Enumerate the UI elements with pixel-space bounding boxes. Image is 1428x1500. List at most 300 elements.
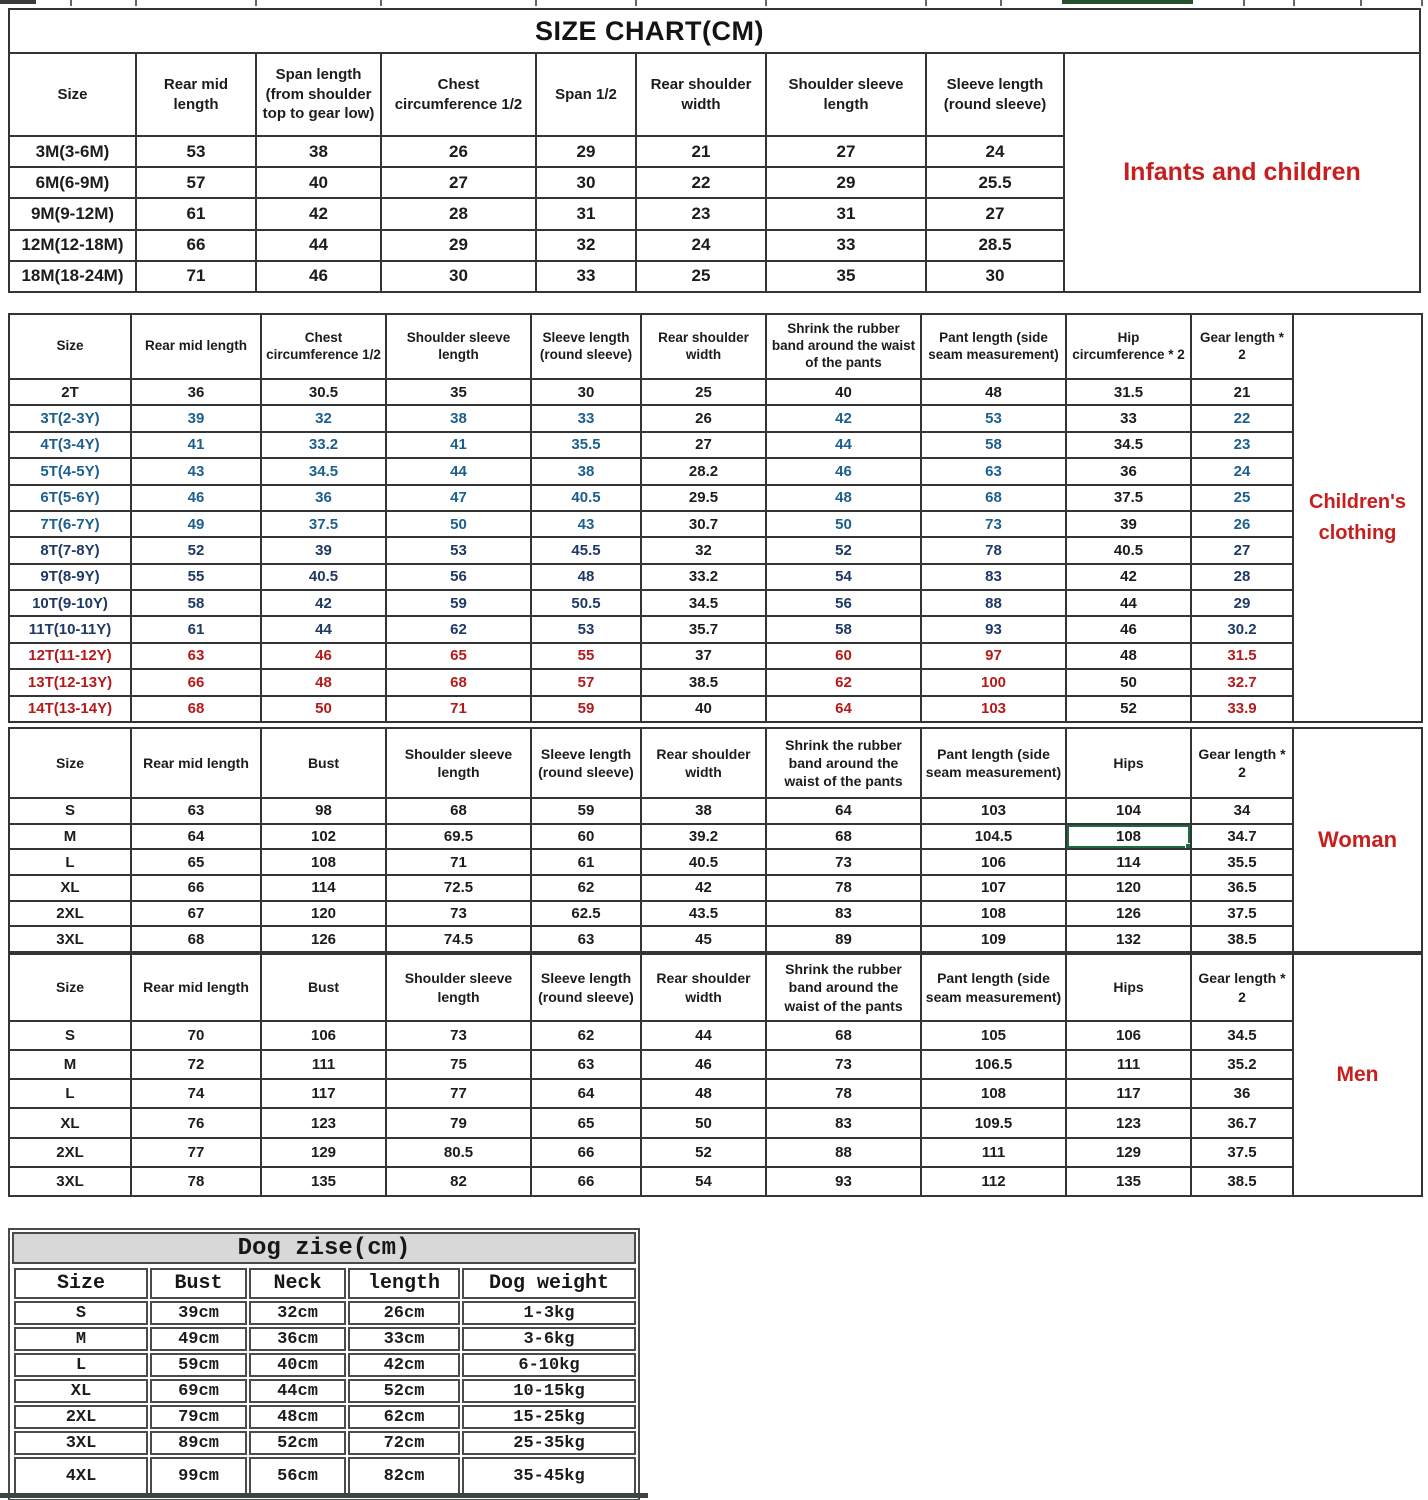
- value-cell: 33.2: [641, 564, 766, 590]
- value-cell: 22: [636, 167, 766, 198]
- value-cell: 40: [641, 696, 766, 723]
- table-row: [9, 1050, 1293, 1079]
- value-cell: 88: [766, 1138, 921, 1167]
- value-cell: 117: [1066, 1079, 1191, 1108]
- value-cell: 89: [766, 926, 921, 952]
- value-cell: 64: [131, 824, 261, 850]
- table-row: [14, 1405, 636, 1429]
- value-cell: 26: [1191, 511, 1293, 537]
- column-header: Shoulder sleeve length: [386, 954, 531, 1021]
- value-cell: 23: [1191, 432, 1293, 458]
- value-cell: 123: [1066, 1108, 1191, 1137]
- table-row: [9, 230, 1064, 261]
- value-cell: 64: [766, 696, 921, 723]
- value-cell: 48: [1066, 643, 1191, 669]
- size-cell: 9T(8-9Y): [9, 564, 131, 590]
- table-row: [14, 1353, 636, 1377]
- value-cell: 36: [261, 485, 386, 511]
- value-cell: 57: [531, 669, 641, 695]
- header-row: [9, 728, 1293, 798]
- size-cell: 3M(3-6M): [9, 136, 136, 167]
- value-cell: 40: [256, 167, 381, 198]
- value-cell: 72cm: [348, 1431, 460, 1455]
- value-cell: 32: [261, 405, 386, 431]
- value-cell: 82cm: [348, 1457, 460, 1495]
- value-cell: 71: [386, 849, 531, 875]
- value-cell: 48: [531, 564, 641, 590]
- table-row: [9, 458, 1293, 484]
- table-row: [9, 590, 1293, 616]
- size-cell: 6T(5-6Y): [9, 485, 131, 511]
- value-cell: 63: [131, 798, 261, 824]
- table-row: [9, 824, 1293, 850]
- column-header: Shrink the rubber band around the waist of the pants: [766, 728, 921, 798]
- value-cell: 64: [766, 798, 921, 824]
- value-cell: 40.5: [1066, 537, 1191, 563]
- value-cell: 65: [386, 643, 531, 669]
- value-cell: 47: [386, 485, 531, 511]
- column-header: Pant length (side seam measurement): [921, 954, 1066, 1021]
- value-cell: 44cm: [249, 1379, 346, 1403]
- column-header: length: [348, 1268, 460, 1299]
- column-header: Rear shoulder width: [641, 728, 766, 798]
- size-cell: S: [9, 798, 131, 824]
- table-row: [9, 136, 1064, 167]
- value-cell: 61: [131, 616, 261, 642]
- value-cell: 135: [261, 1167, 386, 1196]
- value-cell: 59: [386, 590, 531, 616]
- header-row: [14, 1268, 636, 1299]
- value-cell: 34: [1191, 798, 1293, 824]
- value-cell: 109.5: [921, 1108, 1066, 1137]
- value-cell: 66: [131, 669, 261, 695]
- value-cell: 40.5: [531, 485, 641, 511]
- column-header: Hip circumference * 2: [1066, 314, 1191, 379]
- dog-table-title: Dog zise(cm): [12, 1232, 636, 1264]
- column-header: Sleeve length (round sleeve): [926, 53, 1064, 136]
- value-cell: 73: [766, 1050, 921, 1079]
- value-cell: 38: [256, 136, 381, 167]
- value-cell: 105: [921, 1021, 1066, 1050]
- value-cell: 31: [766, 198, 926, 229]
- value-cell: 31.5: [1066, 379, 1191, 405]
- value-cell: 76: [131, 1108, 261, 1137]
- selection-column-mark: [1062, 0, 1193, 4]
- value-cell: 33: [1066, 405, 1191, 431]
- value-cell: 73: [766, 849, 921, 875]
- men-table-block: [8, 953, 1423, 1197]
- value-cell: 120: [1066, 875, 1191, 901]
- header-row: [9, 53, 1064, 136]
- value-cell: 26: [381, 136, 536, 167]
- value-cell: 55: [531, 643, 641, 669]
- value-cell: 42cm: [348, 1353, 460, 1377]
- table-row: [9, 901, 1293, 927]
- size-cell: M: [9, 1050, 131, 1079]
- value-cell: 114: [1066, 849, 1191, 875]
- value-cell: 26cm: [348, 1301, 460, 1325]
- size-cell: L: [9, 1079, 131, 1108]
- column-tick-mark: [1000, 0, 1002, 6]
- value-cell: 25: [1191, 485, 1293, 511]
- value-cell: 55: [131, 564, 261, 590]
- column-header: Shoulder sleeve length: [386, 314, 531, 379]
- value-cell: 39.2: [641, 824, 766, 850]
- table-row: [9, 875, 1293, 901]
- value-cell: 15-25kg: [462, 1405, 636, 1429]
- value-cell: 108: [921, 901, 1066, 927]
- value-cell: 48: [261, 669, 386, 695]
- sheet-edge-mark: [0, 0, 36, 4]
- value-cell: 25-35kg: [462, 1431, 636, 1455]
- value-cell: 103: [921, 696, 1066, 723]
- value-cell: 49: [131, 511, 261, 537]
- value-cell: 73: [921, 511, 1066, 537]
- value-cell: 75: [386, 1050, 531, 1079]
- table-row: [9, 564, 1293, 590]
- size-cell: 3XL: [14, 1431, 148, 1455]
- value-cell: 45.5: [531, 537, 641, 563]
- value-cell: 35.5: [531, 432, 641, 458]
- value-cell: 36cm: [249, 1327, 346, 1351]
- value-cell: 33: [531, 405, 641, 431]
- value-cell: 117: [261, 1079, 386, 1108]
- column-tick-mark: [1293, 0, 1295, 6]
- value-cell: 58: [921, 432, 1066, 458]
- column-header: Bust: [150, 1268, 247, 1299]
- value-cell: 62.5: [531, 901, 641, 927]
- value-cell: 39: [1066, 511, 1191, 537]
- value-cell: 52cm: [348, 1379, 460, 1403]
- value-cell: 78: [921, 537, 1066, 563]
- column-header: Neck: [249, 1268, 346, 1299]
- size-cell: XL: [9, 875, 131, 901]
- value-cell: 72.5: [386, 875, 531, 901]
- table-row: [9, 167, 1064, 198]
- value-cell: 32cm: [249, 1301, 346, 1325]
- value-cell: 77: [386, 1079, 531, 1108]
- value-cell: 44: [261, 616, 386, 642]
- table-row: [9, 511, 1293, 537]
- size-cell: L: [14, 1353, 148, 1377]
- size-cell: XL: [14, 1379, 148, 1403]
- table-row: [9, 432, 1293, 458]
- column-header: Sleeve length (round sleeve): [531, 954, 641, 1021]
- value-cell: 40.5: [261, 564, 386, 590]
- size-cell: 2XL: [14, 1405, 148, 1429]
- value-cell: 25: [641, 379, 766, 405]
- value-cell: 61: [531, 849, 641, 875]
- value-cell: 63: [531, 1050, 641, 1079]
- table-row: [9, 1138, 1293, 1167]
- value-cell: 37.5: [1191, 1138, 1293, 1167]
- column-header: Bust: [261, 728, 386, 798]
- value-cell: 109: [921, 926, 1066, 952]
- value-cell: 52: [131, 537, 261, 563]
- value-cell: 35.7: [641, 616, 766, 642]
- value-cell: 42: [766, 405, 921, 431]
- value-cell: 123: [261, 1108, 386, 1137]
- value-cell: 89cm: [150, 1431, 247, 1455]
- value-cell: 62: [766, 669, 921, 695]
- value-cell: 68: [766, 1021, 921, 1050]
- men-size-table: [8, 953, 1294, 1197]
- value-cell: 33.9: [1191, 696, 1293, 723]
- value-cell: 98: [261, 798, 386, 824]
- value-cell: 102: [261, 824, 386, 850]
- value-cell: 10-15kg: [462, 1379, 636, 1403]
- column-tick-mark: [380, 0, 382, 6]
- value-cell: 111: [1066, 1050, 1191, 1079]
- value-cell: 68: [386, 669, 531, 695]
- value-cell: 44: [386, 458, 531, 484]
- value-cell: 27: [926, 198, 1064, 229]
- value-cell: 50: [1066, 669, 1191, 695]
- header-row: [9, 314, 1293, 379]
- table-row: [14, 1379, 636, 1403]
- value-cell: 106.5: [921, 1050, 1066, 1079]
- value-cell: 97: [921, 643, 1066, 669]
- value-cell: 72: [131, 1050, 261, 1079]
- value-cell: 68: [131, 696, 261, 723]
- value-cell: 104: [1066, 798, 1191, 824]
- value-cell: 67: [131, 901, 261, 927]
- column-tick-mark: [765, 0, 767, 6]
- value-cell: 34.7: [1191, 824, 1293, 850]
- children-table-block: [8, 313, 1423, 723]
- value-cell: 36: [1191, 1079, 1293, 1108]
- value-cell: 34.5: [1191, 1021, 1293, 1050]
- value-cell: 120: [261, 901, 386, 927]
- value-cell: 40.5: [641, 849, 766, 875]
- value-cell: 41: [386, 432, 531, 458]
- size-cell: 13T(12-13Y): [9, 669, 131, 695]
- value-cell: 129: [261, 1138, 386, 1167]
- children-size-table: [8, 313, 1294, 723]
- value-cell: 30.7: [641, 511, 766, 537]
- column-header: Shrink the rubber band around the waist of the pants: [766, 954, 921, 1021]
- value-cell: 62: [531, 875, 641, 901]
- size-cell: 12M(12-18M): [9, 230, 136, 261]
- size-cell: 18M(18-24M): [9, 261, 136, 292]
- column-header: Shrink the rubber band around the waist of the pants: [766, 314, 921, 379]
- column-header: Size: [9, 53, 136, 136]
- size-cell: 5T(4-5Y): [9, 458, 131, 484]
- value-cell: 50: [261, 696, 386, 723]
- value-cell: 46: [641, 1050, 766, 1079]
- value-cell: 50.5: [531, 590, 641, 616]
- value-cell: 93: [921, 616, 1066, 642]
- woman-size-table: [8, 727, 1294, 953]
- value-cell: 46: [131, 485, 261, 511]
- value-cell: 28: [381, 198, 536, 229]
- column-header: Hips: [1066, 728, 1191, 798]
- value-cell: 38: [386, 405, 531, 431]
- value-cell: 29: [381, 230, 536, 261]
- value-cell: 59: [531, 696, 641, 723]
- value-cell: 29.5: [641, 485, 766, 511]
- woman-table-block: [8, 727, 1423, 953]
- column-tick-mark: [1421, 0, 1423, 6]
- value-cell: 65: [531, 1108, 641, 1137]
- column-tick-mark: [1360, 0, 1362, 6]
- value-cell: 27: [766, 136, 926, 167]
- value-cell: 41: [131, 432, 261, 458]
- value-cell: 30: [536, 167, 636, 198]
- value-cell: 24: [636, 230, 766, 261]
- value-cell: 59cm: [150, 1353, 247, 1377]
- value-cell: 79: [386, 1108, 531, 1137]
- column-header: Bust: [261, 954, 386, 1021]
- value-cell: 27: [1191, 537, 1293, 563]
- column-header: Rear shoulder width: [636, 53, 766, 136]
- infants-size-table: [8, 52, 1065, 293]
- table-row: [9, 198, 1064, 229]
- value-cell: 63: [531, 926, 641, 952]
- value-cell: 57: [136, 167, 256, 198]
- bottom-edge-mark: [0, 1493, 648, 1498]
- value-cell: 53: [386, 537, 531, 563]
- value-cell: 1-3kg: [462, 1301, 636, 1325]
- value-cell: 106: [261, 1021, 386, 1050]
- column-header: Gear length * 2: [1191, 314, 1293, 379]
- value-cell: 34.5: [641, 590, 766, 616]
- value-cell: 114: [261, 875, 386, 901]
- men-group-label: Men: [1292, 953, 1423, 1197]
- value-cell: 60: [766, 643, 921, 669]
- size-cell: 14T(13-14Y): [9, 696, 131, 723]
- value-cell: 62cm: [348, 1405, 460, 1429]
- value-cell: 32: [641, 537, 766, 563]
- value-cell: 33: [766, 230, 926, 261]
- value-cell: 35: [766, 261, 926, 292]
- value-cell: 27: [381, 167, 536, 198]
- value-cell: 3-6kg: [462, 1327, 636, 1351]
- value-cell: 43: [131, 458, 261, 484]
- column-header: Rear mid length: [136, 53, 256, 136]
- value-cell: 66: [131, 875, 261, 901]
- value-cell: 21: [1191, 379, 1293, 405]
- page-title: [8, 8, 1421, 52]
- value-cell: 26: [641, 405, 766, 431]
- size-cell: M: [9, 824, 131, 850]
- table-row: [14, 1327, 636, 1351]
- value-cell: 48: [921, 379, 1066, 405]
- value-cell: 35: [386, 379, 531, 405]
- value-cell: 37: [641, 643, 766, 669]
- value-cell: 25.5: [926, 167, 1064, 198]
- value-cell: 71: [136, 261, 256, 292]
- value-cell: 68: [921, 485, 1066, 511]
- infants-group-label: Infants and children: [1063, 52, 1421, 293]
- value-cell: 107: [921, 875, 1066, 901]
- value-cell: 38: [531, 458, 641, 484]
- value-cell: 45: [641, 926, 766, 952]
- value-cell: 30.2: [1191, 616, 1293, 642]
- value-cell: 32.7: [1191, 669, 1293, 695]
- column-header: Span length (from shoulder top to gear low): [256, 53, 381, 136]
- value-cell: 53: [531, 616, 641, 642]
- value-cell: 62: [531, 1021, 641, 1050]
- size-cell: 12T(11-12Y): [9, 643, 131, 669]
- value-cell: 35.5: [1191, 849, 1293, 875]
- value-cell: 32: [536, 230, 636, 261]
- value-cell: 46: [1066, 616, 1191, 642]
- value-cell: 30: [531, 379, 641, 405]
- value-cell: 79cm: [150, 1405, 247, 1429]
- size-cell: 3XL: [9, 1167, 131, 1196]
- value-cell: 80.5: [386, 1138, 531, 1167]
- selected-cell: 108: [1066, 824, 1191, 850]
- value-cell: 74: [131, 1079, 261, 1108]
- value-cell: 56: [386, 564, 531, 590]
- value-cell: 29: [766, 167, 926, 198]
- value-cell: 132: [1066, 926, 1191, 952]
- size-cell: 2XL: [9, 1138, 131, 1167]
- table-row: [9, 926, 1293, 952]
- value-cell: 100: [921, 669, 1066, 695]
- column-header: Pant length (side seam measurement): [921, 314, 1066, 379]
- value-cell: 33: [536, 261, 636, 292]
- value-cell: 126: [1066, 901, 1191, 927]
- children-group-label: Children's clothing: [1292, 313, 1423, 723]
- value-cell: 29: [536, 136, 636, 167]
- value-cell: 63: [921, 458, 1066, 484]
- value-cell: 34.5: [1066, 432, 1191, 458]
- value-cell: 39: [131, 405, 261, 431]
- value-cell: 30: [381, 261, 536, 292]
- column-header: Size: [14, 1268, 148, 1299]
- table-row: [14, 1431, 636, 1455]
- value-cell: 48: [766, 485, 921, 511]
- column-header: Rear mid length: [131, 728, 261, 798]
- value-cell: 38.5: [1191, 1167, 1293, 1196]
- value-cell: 59: [531, 798, 641, 824]
- size-cell: 6M(6-9M): [9, 167, 136, 198]
- column-tick-mark: [925, 0, 927, 6]
- table-row: [9, 1108, 1293, 1137]
- value-cell: 73: [386, 1021, 531, 1050]
- table-row: [9, 696, 1293, 723]
- value-cell: 56cm: [249, 1457, 346, 1495]
- table-row: [9, 643, 1293, 669]
- value-cell: 42: [1066, 564, 1191, 590]
- value-cell: 111: [261, 1050, 386, 1079]
- size-cell: 10T(9-10Y): [9, 590, 131, 616]
- value-cell: 88: [921, 590, 1066, 616]
- size-cell: M: [14, 1327, 148, 1351]
- value-cell: 112: [921, 1167, 1066, 1196]
- value-cell: 68: [386, 798, 531, 824]
- table-row: [9, 379, 1293, 405]
- value-cell: 50: [766, 511, 921, 537]
- value-cell: 71: [386, 696, 531, 723]
- size-cell: 3T(2-3Y): [9, 405, 131, 431]
- value-cell: 38.5: [641, 669, 766, 695]
- column-header: Chest circumference 1/2: [261, 314, 386, 379]
- value-cell: 22: [1191, 405, 1293, 431]
- value-cell: 24: [926, 136, 1064, 167]
- value-cell: 106: [1066, 1021, 1191, 1050]
- value-cell: 78: [766, 1079, 921, 1108]
- column-header: Size: [9, 314, 131, 379]
- column-header: Shoulder sleeve length: [766, 53, 926, 136]
- table-row: [9, 669, 1293, 695]
- value-cell: 103: [921, 798, 1066, 824]
- value-cell: 66: [531, 1138, 641, 1167]
- value-cell: 70: [131, 1021, 261, 1050]
- value-cell: 60: [531, 824, 641, 850]
